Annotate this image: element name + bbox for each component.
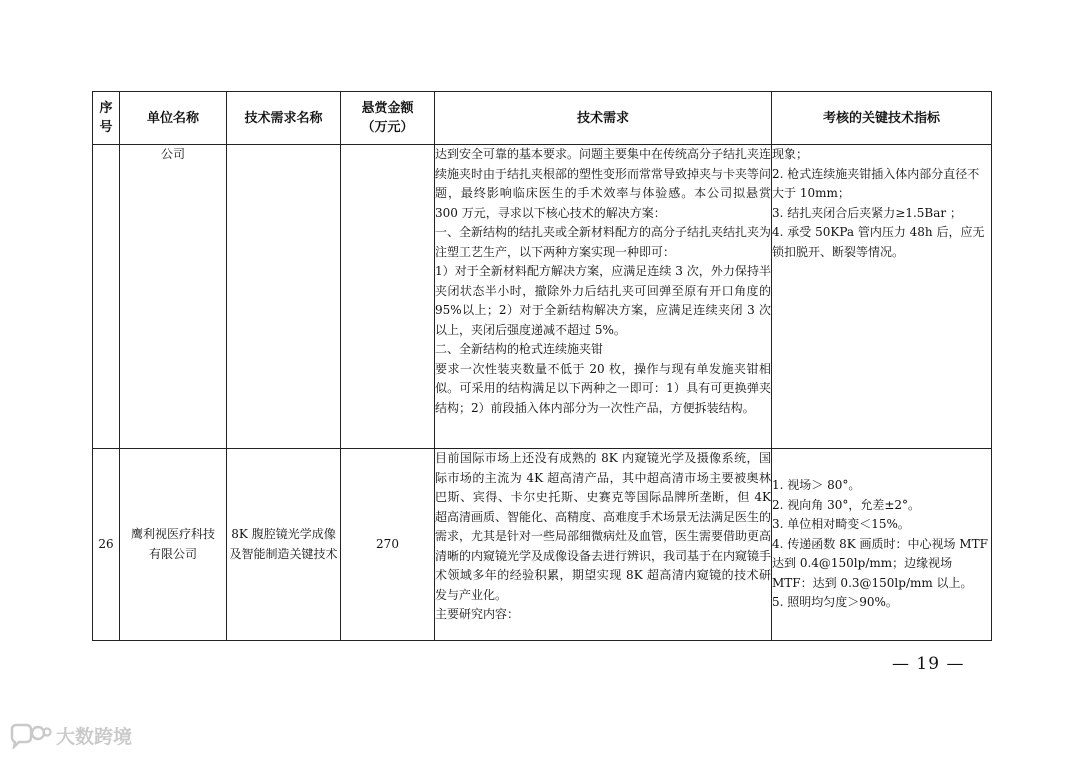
row1-indicator-item: 3. 结扎夹闭合后夹紧力≥1.5Bar ； (772, 205, 962, 220)
watermark (8, 722, 132, 749)
header-unit-name: 单位名称 (120, 92, 227, 145)
row2-seq: 26 (93, 449, 120, 641)
row1-indicator-item: 4. 承受 50KPa 管内压力 48h 后，应无锁扣脱开、断裂等情况。 (772, 225, 985, 259)
row2-indicator-item: 5. 照明均匀度＞90%。 (772, 595, 898, 610)
row1-req-para: 一、全新结构的结扎夹或全新材料配方的高分子结扎夹结扎夹为注塑工艺生产，以下两种方案实现一种即可： (435, 225, 772, 259)
row2-indicator-item: 2. 视向角 30°，允差±2°。 (772, 497, 921, 512)
table-row (93, 449, 992, 641)
row1-requirement (435, 145, 772, 449)
row1-req-para: 1）对于全新材料配方解决方案，应满足连续 3 次，外力保持半夹闭状态半小时，撤除外力后结扎夹可回弹至原有开口角度的 95%以上；2）对于全新结构解决方案，应满足连续夹闭 3 次以上，夹闭后强度递减不超过 5%。 (435, 264, 771, 337)
row1-seq (93, 145, 120, 449)
row2-indicators (772, 449, 992, 641)
header-requirement: 技术需求 (435, 92, 772, 145)
row1-req-para: 达到安全可靠的基本要求。问题主要集中在传统高分子结扎夹连续施夹时由于结扎夹根部的塑性变形而常常导致掉夹与卡夹等问题，最终影响临床医生的手术效率与体验感。本公司拟悬赏 300 万元，寻求以下核心技术的解决方案： (435, 147, 772, 220)
row1-indicator-item: 现象； (772, 147, 809, 161)
row2-req-para: 目前国际市场上还没有成熟的 8K 内窥镜光学及摄像系统，国际市场的主流为 4K 超高清产品，其中超高清市场主要被奥林巴斯、宾得、卡尔史托斯、史赛克等国际品牌所垄断，但 4K 超高清画质、智能化、高精度、高难度手术场景无法满足医生的需求，尤其是针对一些局部细微病灶及血管，医生需要借助更高清晰的内窥镜光学及成像设备去进行辨识，我司基于在内窥镜手术领域多年的经验积累，期望实现 8K 超高清内窥镜的技术研发与产业化。 (435, 451, 772, 602)
row2-req-para: 主要研究内容： (435, 607, 520, 621)
row2-indicator-item: 3. 单位相对畸变＜15%。 (772, 517, 910, 532)
row1-indicators (772, 145, 992, 449)
row1-unit-name: 公司 (120, 145, 227, 449)
row2-unit-name: 鹰利视医疗科技有限公司 (120, 449, 227, 641)
row2-indicator-item: 1. 视场＞ 80°。 (772, 478, 861, 493)
row2-indicator-item: 4. 传递函数 8K 画质时：中心视场 MTF 达到 0.4@150lp/mm；边缘视场 MTF：达到 0.3@150lp/mm 以上。 (772, 536, 988, 590)
requirements-table (92, 91, 992, 641)
row1-reward (341, 145, 435, 449)
row1-indicator-item: 2. 枪式连续施夹钳插入体内部分直径不大于 10mm； (772, 166, 980, 200)
row2-reward: 270 (341, 449, 435, 641)
header-tech-name: 技术需求名称 (227, 92, 341, 145)
row1-req-para: 要求一次性装夹数量不低于 20 枚，操作与现有单发施夹钳相似。可采用的结构满足以下两种之一即可：1）具有可更换弹夹结构；2）前段插入体内部分为一次性产品，方便拆装结构。 (435, 361, 771, 415)
row1-tech-name (227, 145, 341, 449)
header-seq: 序 号 (93, 92, 120, 145)
row2-tech-name: 8K 腹腔镜光学成像及智能制造关键技术 (227, 449, 341, 641)
header-reward: 悬赏金额 （万元） (341, 92, 435, 145)
table-header-row (93, 92, 992, 145)
page-number: — 19 — (892, 654, 965, 674)
chat-bubble-logo-icon (8, 723, 52, 749)
row1-req-para: 二、全新结构的枪式连续施夹钳 (435, 342, 604, 356)
table-row (93, 145, 992, 449)
row2-requirement (435, 449, 772, 641)
header-indicators: 考核的关键技术指标 (772, 92, 992, 145)
watermark-text: 大数跨境 (56, 726, 133, 748)
